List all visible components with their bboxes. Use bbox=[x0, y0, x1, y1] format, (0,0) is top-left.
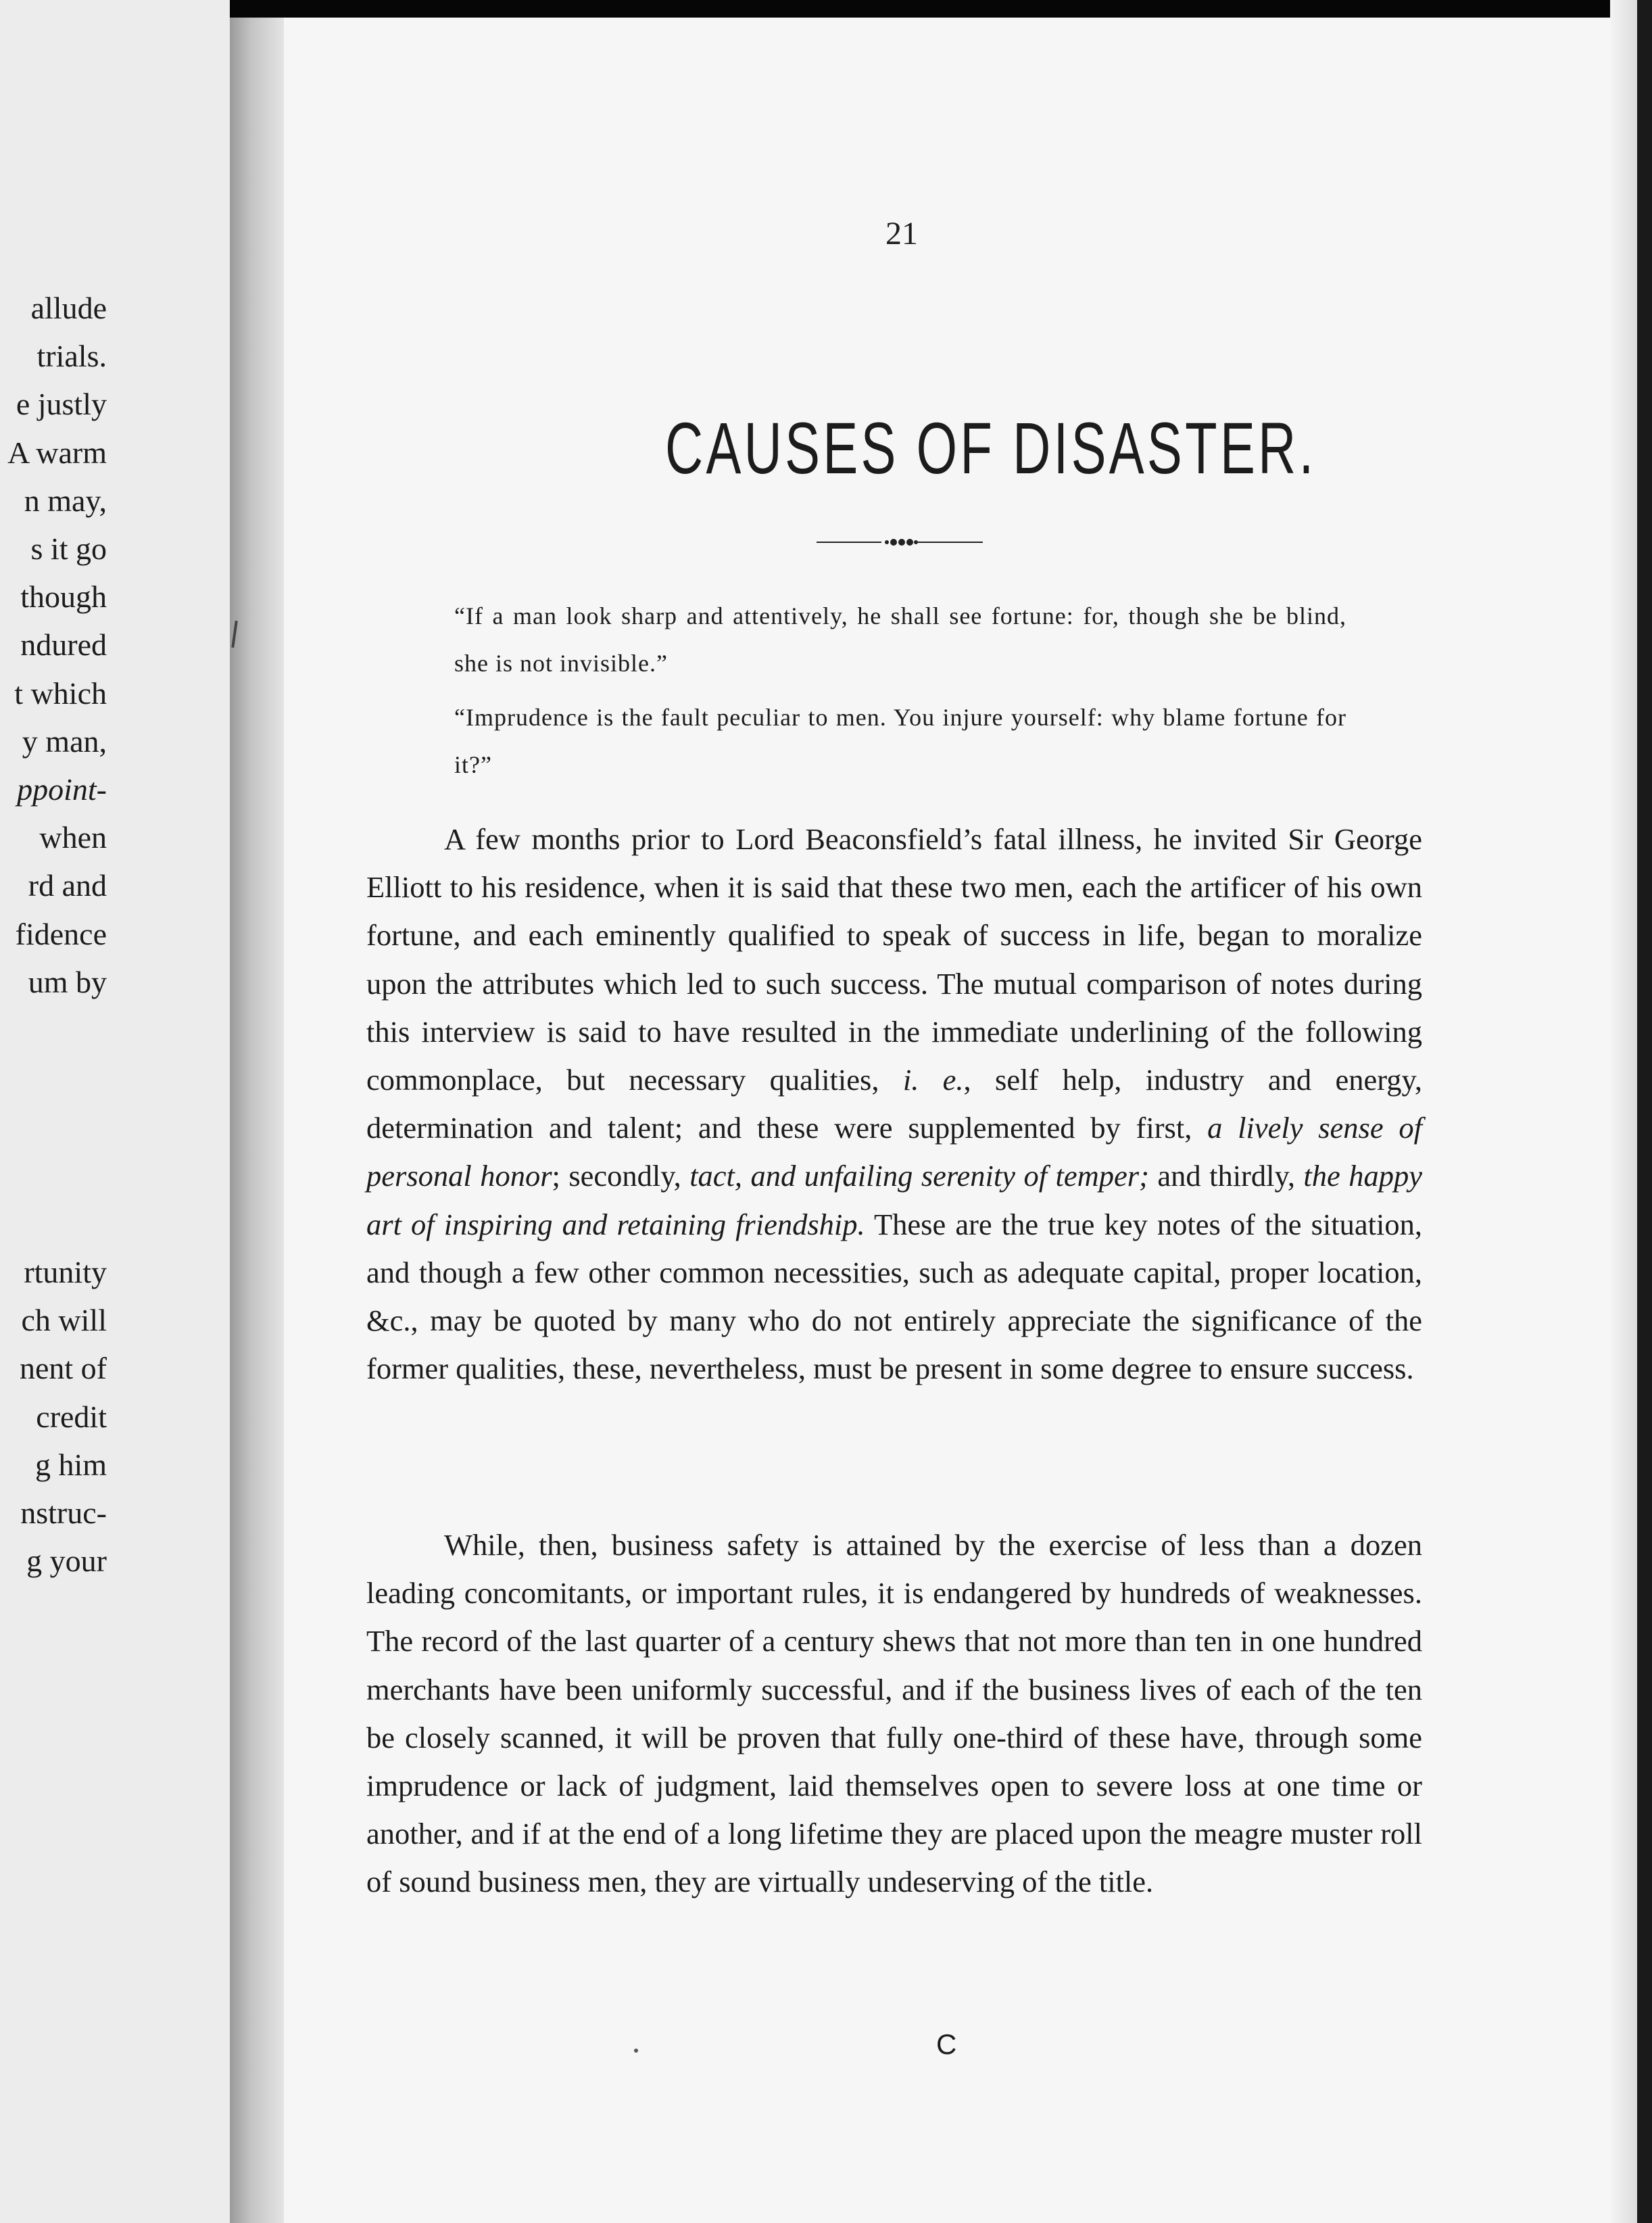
left-page-line: rd and bbox=[28, 868, 107, 903]
left-page-line: when bbox=[39, 820, 107, 855]
left-page-line: ppoint- bbox=[17, 772, 107, 807]
paragraph-1-italic-2: tact, and unfailing serenity of temper; bbox=[689, 1159, 1149, 1193]
paragraph-1 bbox=[366, 815, 1422, 1393]
left-page-line: A warm bbox=[7, 435, 107, 470]
left-page-line: though bbox=[20, 579, 107, 615]
paragraph-2-text: While, then, business safety is attained by the exercise of less than a dozen leading concomitants, or important rules, it is endangered by hundreds of weaknesses. The record of the last quarter of a century shews that not more than ten in one hundred merchants have been uniformly successful, and if the business lives of each of the ten be closely scanned, it will be proven that fully one-third of these have, through some imprudence or lack of judgment, laid themselves open to severe loss at one time or another, and if at the end of a long lifetime they are placed upon the meagre muster roll of sound business men, they are virtually undeserving of the title. bbox=[366, 1528, 1422, 1899]
stray-dot bbox=[634, 2049, 638, 2053]
left-page-line: n may, bbox=[24, 483, 107, 518]
ornament-divider bbox=[817, 534, 983, 550]
left-page-line: allude bbox=[30, 291, 107, 325]
left-page-line: y man, bbox=[22, 723, 107, 759]
left-page-line: t which bbox=[14, 675, 107, 711]
left-page-line: trials. bbox=[37, 339, 107, 374]
left-page-line: um by bbox=[28, 964, 107, 999]
paragraph-1-part-5: These are the true key notes of the situation, and though a few other common necessities, such as adequate capital, proper location, &c., may be quoted by many who do not entirely appreciate the significance of the former qualities, these, nevertheless, must be present in some degree to ensure success. bbox=[366, 1207, 1422, 1386]
left-page-line: rtunity bbox=[24, 1255, 107, 1289]
paragraph-1-part-4: and thirdly, bbox=[1148, 1159, 1304, 1193]
book-spine-shadow bbox=[230, 0, 284, 2223]
left-page-line: s it go bbox=[30, 531, 107, 566]
paragraph-1-italic-3: the happy art of inspiring and retaining friendship. bbox=[366, 1159, 1422, 1241]
top-edge bbox=[230, 0, 1652, 18]
left-page-line: fidence bbox=[15, 916, 107, 951]
paragraph-1-italic-1: a lively sense of personal honor bbox=[366, 1111, 1422, 1193]
left-page-line: nent of bbox=[19, 1351, 107, 1386]
page-number: 21 bbox=[885, 216, 918, 252]
paragraph-1-part-3: ; secondly, bbox=[552, 1159, 690, 1193]
chapter-title: CAUSES OF DISASTER. bbox=[665, 407, 1317, 489]
left-page-line: e justly bbox=[16, 387, 107, 422]
paragraph-1-ie: i. e. bbox=[902, 1063, 964, 1097]
left-page-line: nstruc- bbox=[20, 1496, 107, 1530]
epigraph-2: “Imprudence is the fault peculiar to men. You injure yourself: why blame fortune for it?” bbox=[454, 704, 1346, 778]
left-page-line: g your bbox=[26, 1544, 107, 1579]
paragraph-2 bbox=[366, 1521, 1422, 1907]
left-page-line: ndured bbox=[20, 627, 107, 663]
left-page-line: g him bbox=[34, 1447, 107, 1482]
epigraph-1: “If a man look sharp and attentively, he shall see fortune: for, though she be blind, she is not invisible.” bbox=[454, 602, 1346, 677]
signature-mark: C bbox=[936, 2028, 957, 2060]
left-page-line: ch will bbox=[21, 1303, 107, 1338]
left-page bbox=[0, 0, 231, 2223]
left-page-line: credit bbox=[36, 1399, 107, 1434]
page-edge-shadow bbox=[1610, 0, 1637, 2223]
paragraph-1-part-2: , self help, industry and energy, determination and talent; and these were supplemented by first, bbox=[366, 1063, 1422, 1145]
right-edge bbox=[1637, 0, 1652, 2223]
paragraph-1-part-1: A few months prior to Lord Beaconsfield’s fatal illness, he invited Sir George Elliott to his residence, when it is said that these two men, each the artificer of his own fortune, and each eminently qualified to speak of success in life, began to moralize upon the attributes which led to such success. The mutual comparison of notes during this interview is said to have resulted in the immediate underlining of the following commonplace, but necessary qualities, bbox=[366, 822, 1422, 1097]
